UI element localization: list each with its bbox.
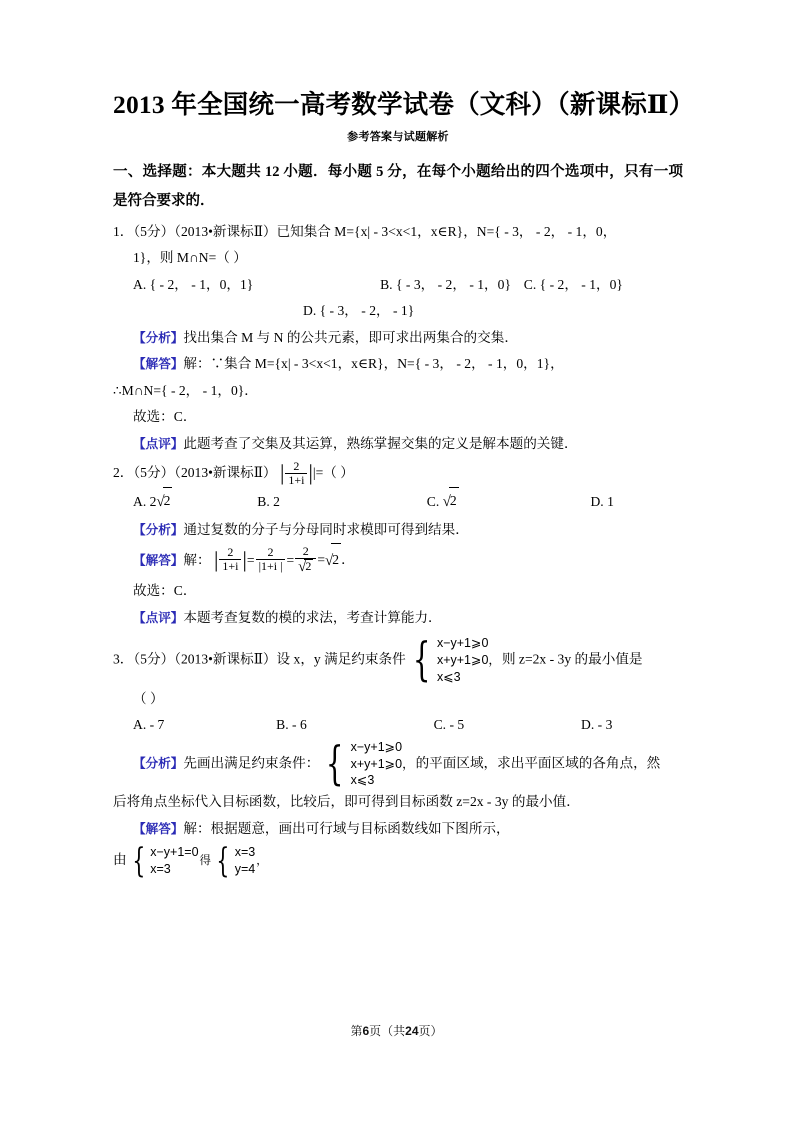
option-text: - 3: [597, 717, 613, 733]
question-3-score: （5分）: [133, 651, 175, 667]
constraint-row-3: x⩽3: [436, 669, 461, 684]
option-letter: A.: [133, 493, 147, 509]
option-text: 1: [607, 493, 614, 509]
answer-fraction-3: [295, 545, 316, 575]
footer-mid: 页（共: [369, 1024, 406, 1038]
question-3-stem-post: 则 z=2x - 3y 的最小值是: [501, 651, 643, 667]
question-2-score: （5分）: [133, 465, 175, 481]
fraction-numerator: 2: [302, 543, 309, 558]
left-brace-icon: {: [216, 840, 230, 881]
footer-prefix: 第: [350, 1024, 363, 1038]
page-footer: [0, 1022, 793, 1039]
question-1-dot: ．: [119, 223, 134, 239]
question-1-analysis: [113, 325, 683, 352]
answer-label: 【解答】: [133, 357, 184, 372]
question-3-options: [113, 712, 683, 739]
question-3-answer-line-1: [113, 816, 683, 843]
comment-text: 本题考查复数的模的求法，考查计算能力．: [183, 609, 442, 625]
equation-row-2: x=3: [150, 862, 171, 877]
question-2-dot: ．: [119, 465, 134, 481]
question-1-option-b[interactable]: [380, 272, 511, 299]
answer-label: 【解答】: [133, 552, 184, 567]
comment-label: 【点评】: [133, 610, 184, 625]
option-text: { - 2， - 1，0}: [539, 276, 623, 292]
fraction-numerator: 2: [227, 545, 234, 560]
option-text: - 5: [449, 717, 465, 733]
fraction-2-over-1plusi: [285, 460, 307, 487]
question-2-options: [113, 488, 683, 517]
question-1-comment: [113, 431, 683, 458]
question-1-source: （2013•新课标Ⅱ）: [174, 223, 277, 239]
option-letter: A.: [133, 717, 147, 733]
footer-total-pages: 24: [405, 1024, 419, 1038]
option-letter: C.: [433, 717, 447, 733]
analysis-pre: 先画出满足约束条件：: [183, 755, 320, 771]
analysis-post: 的平面区域，求出平面区域的各角点，然: [415, 755, 661, 771]
question-3-stem-line-2: （ ）: [133, 690, 164, 706]
analysis-label: 【分析】: [133, 330, 184, 345]
answer-calc-pre: 由: [113, 852, 127, 868]
question-2-stem-tail: |=（ ）: [312, 465, 354, 481]
left-brace-icon: {: [412, 632, 431, 687]
question-3-option-d[interactable]: [581, 712, 612, 739]
constraint-row-1: x−y+1⩾0: [350, 739, 403, 754]
sqrt-icon: √2: [443, 488, 459, 517]
abs-bar-open: |: [279, 460, 285, 486]
question-1-option-a[interactable]: [133, 272, 253, 299]
question-3-option-a[interactable]: [133, 712, 164, 739]
option-letter: B.: [380, 276, 393, 292]
constraint-system: [407, 632, 501, 687]
question-3-dot: ．: [119, 651, 134, 667]
question-1-number: 1: [113, 223, 120, 239]
fraction-denominator: 1+i: [285, 473, 307, 487]
equation-system-2: [212, 840, 256, 881]
question-3-option-c[interactable]: [434, 712, 465, 739]
option-text: { - 3， - 2， - 1，0}: [395, 276, 511, 292]
question-1-score: （5分）: [133, 223, 175, 239]
question-2-source: （2013•新课标Ⅱ）: [174, 465, 277, 481]
answer-prefix: 解：: [183, 551, 211, 567]
option-letter: D.: [590, 493, 604, 509]
answer-result: =√2 ．: [317, 552, 354, 567]
page-subtitle: 参考答案与试题解析: [347, 131, 449, 144]
question-3-source: （2013•新课标Ⅱ）: [174, 651, 277, 667]
analysis-text: 通过复数的分子与分母同时求模即可得到结果．: [183, 522, 469, 538]
footer-page-number: 6: [362, 1024, 370, 1038]
section-heading: 一、选择题：本大题共 12 小题．每小题 5 分，在每个小题给出的四个选项中，只有一项是符合要求的．: [113, 164, 683, 209]
abs-bar-close: |: [242, 546, 247, 572]
fraction-numerator: 2: [267, 545, 274, 560]
question-1-stem-line-1: [113, 219, 683, 246]
comment-text: 此题考查了交集及其运算，熟练掌握交集的定义是解本题的关键．: [183, 435, 578, 451]
question-2-choice: 故选：C．: [133, 583, 197, 599]
question-2-option-c[interactable]: [427, 488, 459, 517]
fraction-denominator: 1+i: [219, 559, 241, 573]
analysis-label: 【分析】: [133, 756, 184, 771]
question-1-options: [113, 272, 683, 299]
question-2-number: 2: [113, 465, 120, 481]
left-brace-icon: {: [131, 840, 145, 881]
answer-calc-mid: 得: [199, 855, 212, 868]
abs-bar-open: |: [213, 546, 219, 572]
question-2-option-d[interactable]: [590, 489, 613, 516]
option-text: { - 3， - 2， - 1}: [319, 303, 415, 319]
constraint-row-3: x⩽3: [350, 773, 375, 788]
comment-label: 【点评】: [133, 436, 184, 451]
question-2-answer: 【解答】解： | $\frac{2}{1+i}$ |= $\frac{2}{|1+i |}$ = $\frac{2}{√2}$ =√2 ．: [133, 543, 355, 575]
answer-fraction-1: [219, 546, 241, 573]
question-1-answer-line-2: ∴M∩N={ - 2， - 1，0}．: [113, 382, 258, 398]
question-1-stem-text-1: 已知集合 M={x| - 3<x<1，x∈R}，N={ - 3， - 2， - 1，0，: [276, 223, 617, 239]
equation-row-1: x=3: [234, 845, 256, 860]
question-1-options-row2: [113, 298, 683, 325]
analysis-label: 【分析】: [133, 523, 184, 538]
question-2-comment: [113, 605, 683, 632]
question-1-option-d[interactable]: [303, 298, 414, 325]
question-1-choice: 故选：C．: [133, 409, 197, 425]
equation-row-2: y=4: [234, 862, 256, 877]
left-brace-icon: {: [326, 736, 344, 791]
answer-label: 【解答】: [133, 821, 184, 836]
answer-text: 解：根据题意，画出可行域与目标函数线如下图所示，: [183, 820, 510, 836]
question-3-answer-calc: [113, 840, 683, 881]
analysis-constraint-system: [320, 736, 415, 791]
equation-row-1: x−y+1=0: [150, 845, 199, 860]
fraction-denominator: |1+i |: [256, 559, 286, 573]
equation-system-1: [128, 840, 199, 881]
constraint-row-2: x+y+1⩾0，: [436, 652, 501, 667]
footer-suffix: 页）: [418, 1024, 443, 1038]
question-3-option-b[interactable]: [276, 712, 307, 739]
question-1-stem-line-2: 1}，则 M∩N=（ ）: [133, 250, 247, 266]
question-3-number: 3: [113, 651, 120, 667]
question-3-stem: [113, 632, 683, 687]
option-letter: C.: [523, 276, 537, 292]
question-2-option-b[interactable]: [257, 489, 280, 516]
option-letter: B.: [257, 493, 270, 509]
option-letter: D.: [303, 303, 317, 319]
page-title: 2013 年全国统一高考数学试卷（文科）（新课标Ⅱ）: [113, 90, 695, 119]
question-3: [113, 632, 683, 881]
constraint-row-1: x−y+1⩾0: [436, 636, 489, 651]
question-1: [113, 219, 683, 458]
option-letter: B.: [276, 717, 289, 733]
abs-bar-close: |: [308, 460, 313, 486]
fraction-numerator: 2: [293, 458, 300, 473]
question-2-stem: [113, 459, 683, 487]
option-letter: D.: [581, 717, 595, 733]
question-1-option-c[interactable]: [524, 272, 623, 299]
sqrt-icon: √2: [156, 488, 172, 517]
question-2: [113, 459, 683, 631]
analysis-text: 找出集合 M 与 N 的公共元素，即可求出两集合的交集．: [183, 329, 518, 345]
option-text: - 7: [149, 717, 165, 733]
question-1-answer-line-1: [113, 351, 683, 378]
question-3-analysis-line-2: 后将角点坐标代入目标函数，比较后，即可得到目标函数 z=2x - 3y 的最小值．: [113, 794, 580, 810]
question-3-stem-pre: 设 x，y 满足约束条件: [276, 651, 406, 667]
answer-text: 解：∵集合 M={x| - 3<x<1，x∈R}，N={ - 3， - 2， - 1，0，1}，: [183, 356, 564, 372]
option-letter: C.: [426, 493, 440, 509]
question-2-option-a[interactable]: A. 2√2: [133, 488, 172, 517]
option-letter: A.: [133, 276, 147, 292]
fraction-denominator: √2: [295, 558, 316, 575]
constraint-row-2: x+y+1⩾0，: [350, 756, 415, 771]
question-3-analysis: [113, 736, 683, 791]
page-content: [113, 88, 695, 881]
option-text: - 6: [292, 717, 307, 733]
question-2-analysis: [113, 517, 683, 544]
option-text: 2: [273, 493, 280, 509]
answer-calc-post: ，: [256, 855, 268, 868]
option-text: { - 2， - 1，0，1}: [149, 276, 254, 292]
answer-fraction-2: [256, 546, 286, 573]
